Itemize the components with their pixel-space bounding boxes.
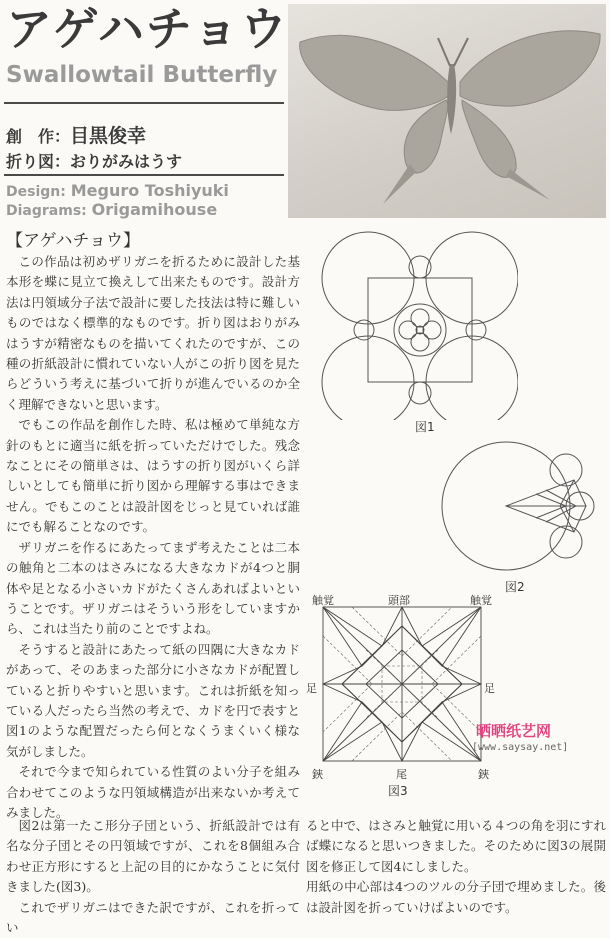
inner-circle [423, 321, 441, 339]
page-subtitle: Swallowtail Butterfly [6, 62, 278, 88]
creator-name: 目黒俊幸 [70, 125, 147, 147]
diagrams-credit [6, 200, 217, 219]
inner-circle [411, 333, 429, 351]
figure-1-label: 図1 [415, 420, 435, 434]
right-tail [506, 169, 550, 200]
edge-circle [466, 320, 486, 340]
body-paragraph: それで今まで知られている性質のよい分子を組み合わせてこのような円領域構造が出来ないか考えてみました。 [6, 764, 300, 820]
figure-3-label: 図3 [388, 784, 408, 798]
design-label: Design: [6, 184, 71, 200]
small-circle [550, 526, 582, 558]
design-credit [6, 181, 229, 200]
body-left-column [6, 252, 300, 823]
inner-circle [411, 309, 429, 327]
body-paragraph: 用紙の中心部は4つのツルの分子団で埋めました。後は設計図を折っていけばよいのです。 [306, 879, 606, 915]
square-outline [368, 278, 472, 382]
diagrams-label: Diagrams: [6, 203, 92, 219]
diagram-label: 折り図： [6, 152, 71, 171]
fig3-label-head: 頭部 [388, 594, 410, 607]
edge-circle [354, 320, 374, 340]
body-bottom-right [306, 816, 606, 918]
design-name: Meguro Toshiyuki [70, 181, 229, 200]
creator-label: 創 作： [6, 127, 71, 146]
center-circle [394, 304, 446, 356]
watermark-site-url: [www.saysay.net] [472, 742, 569, 753]
antenna-right [454, 38, 468, 66]
body-bottom-left [6, 816, 300, 938]
antenna-left [438, 38, 450, 66]
inner-circle [399, 321, 417, 339]
body-paragraph: でもこの作品を創作した時、私は極めて単純な方針のもとに適当に紙を折っていただけでした。残念なことにその簡単さは、はうすの折り図がいくら詳しいとしても簡単に折り図から理解する事はできません。でもこのことは設計図をじっと見ていれば誰にでも解ることなのです。 [6, 417, 300, 535]
butterfly-illustration [288, 4, 606, 218]
upper-left-wing [300, 35, 448, 110]
small-circle [550, 454, 582, 486]
upper-right-wing [460, 31, 600, 106]
body-paragraph: 図2は第一たこ形分子団という、折紙設計では有名な分子団とその円領域ですが、これを8個組み合わせ正方形にすると上記の目的にかなうことに気付きました(図3)。 [6, 818, 300, 895]
butterfly-body [447, 64, 456, 134]
lower-right-wing [462, 100, 516, 177]
left-tail [383, 164, 416, 204]
credit-divider [4, 174, 284, 176]
fig3-label-claw-left: 鋏 [312, 768, 323, 781]
diagram-author: おりがみはうす [70, 152, 183, 171]
figure-1-diagram [318, 230, 518, 420]
lower-left-wing [404, 100, 448, 173]
creator-line [6, 121, 146, 148]
fig3-label-leg-left: 足 [306, 682, 317, 695]
fig3-label-antenna-right: 触覚 [470, 594, 492, 607]
figure-2-diagram [436, 436, 608, 586]
figure-2-label: 図2 [505, 580, 525, 594]
body-paragraph: ザリガニを作るにあたってまず考えたことは二本の触角と二本のはさみになる大きなカドが4つと胴体や足となる小さいカドがたくさんあればよいということです。ザリガニはそういう形をしていますから、これは当たり前のことですよね。 [6, 539, 300, 637]
kite-crease [506, 480, 586, 532]
fig3-label-antenna-left: 触覚 [312, 594, 334, 607]
body-paragraph: ると中で、はさみと触覚に用いる４つの角を羽にすれば蝶になると思いつきました。そのために図3の展開図を修正して図4にしました。 [306, 818, 606, 874]
page-title: アゲハチョウ [6, 2, 289, 56]
diagrams-name: Origamihouse [91, 200, 218, 219]
body-paragraph: この作品は初めザリガニを折るために設計した基本形を蝶に見立て換えして出来たものです。設計方法は円領域分子法で設計に要した技法は特に難しいものではなく標準的なものです。折り図はおりがみはうすが精密なものを描いてくれたのですが、この種の折紙設計に慣れていない人がこの折り図を見たらどういう考えに基づいて折りが進んでいるのか全く理解できないと思います。 [6, 254, 300, 412]
watermark-site-name: 晒晒纸艺网 [476, 722, 552, 740]
figure-3-crease-pattern [322, 606, 482, 762]
body-paragraph: そうすると設計にあたって紙の四隅に大きなカドがあって、そのあまった部分に小さなカドが配置していると折りやすいと思います。これは折紙を知っている人だったら当然の考えで、カドを円で表すと図1のような配置だったら何となくうまくいく様な気がしました。 [6, 641, 300, 759]
title-divider [4, 102, 284, 104]
butterfly-photo [288, 4, 606, 218]
section-heading: 【アゲハチョウ】 [6, 231, 140, 251]
body-paragraph: これでザリガニはできた訳ですが、これを折ってい [6, 899, 300, 936]
fig3-label-tail: 尾 [396, 768, 407, 781]
fig3-label-leg-right: 足 [484, 682, 495, 695]
fig3-label-claw-right: 鋏 [478, 768, 489, 781]
diagram-line [6, 149, 182, 172]
